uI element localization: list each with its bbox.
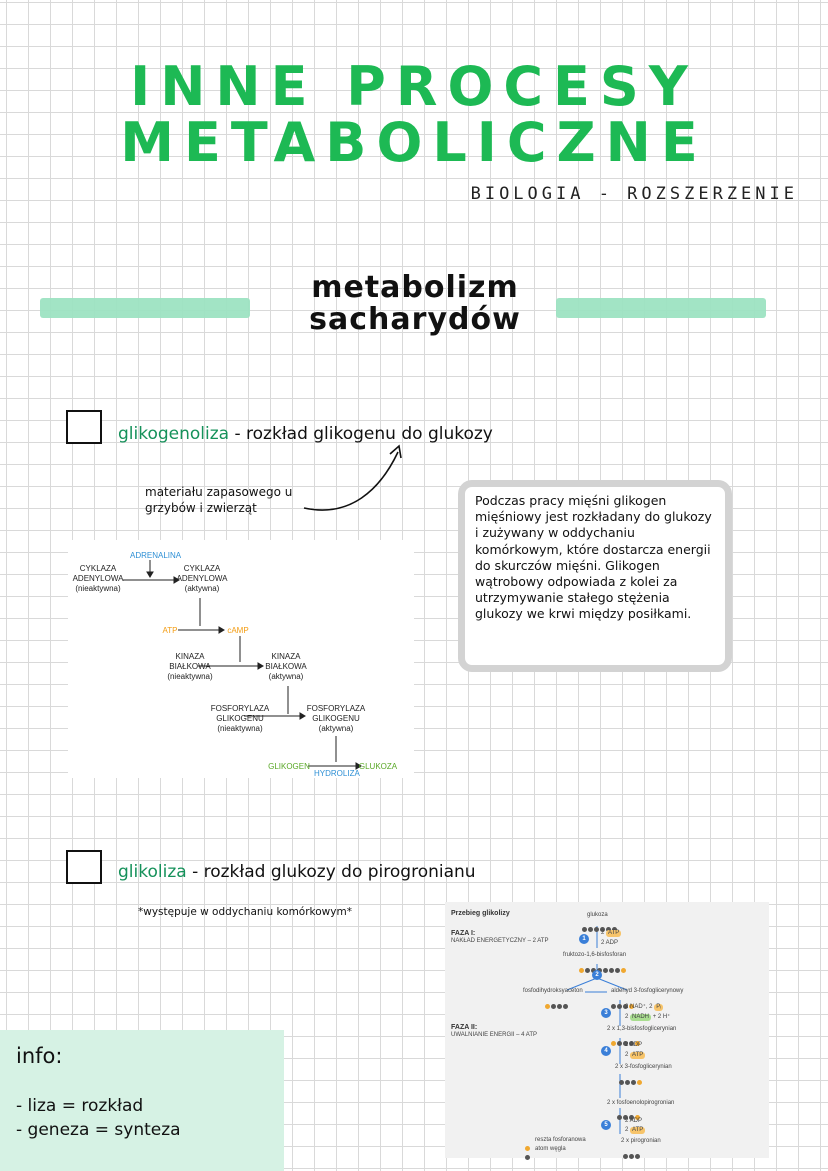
step-3-badge: 3	[601, 1008, 611, 1018]
glukoza-label: GLUKOZA	[358, 762, 398, 771]
bisfosfo-dots	[611, 1033, 641, 1038]
bisfosfo-text: 2 x 1,3-bisfosfoglicerynian	[607, 1026, 677, 1032]
faza1-desc: NAKŁAD ENERGETYCZNY – 2 ATP	[451, 938, 549, 944]
cyklaza-active-label: CYKLAZA ADENYLOWA (aktywna)	[176, 564, 228, 593]
glikogen-label: GLIKOGEN	[268, 762, 310, 771]
step-5-badge: 5	[601, 1120, 611, 1130]
checkbox-glikoliza[interactable]	[66, 850, 102, 884]
legend-carbon-dot	[525, 1147, 531, 1152]
legend-phosphate: reszta fosforanowa	[535, 1137, 586, 1143]
fruktozo-text: fruktozo-1,6-bisfosforan	[563, 952, 627, 958]
glycogen-note	[145, 484, 292, 516]
faza1-title: FAZA I:	[451, 930, 476, 937]
fosfoenol-text: 2 x fosfoenolopirogronian	[607, 1100, 675, 1106]
aldehyd-text: aldehyd 3-fosfoglicerynowy	[611, 988, 684, 994]
step5-adp-line: 2 ADP	[625, 1118, 643, 1124]
step3-nadh-line: 2 NADH + 2 H⁺	[625, 1014, 671, 1020]
info-panel-title: info:	[16, 1044, 63, 1068]
fosforylaza-active-label: FOSFORYLAZA GLIKOGENU (aktywna)	[306, 704, 366, 733]
fosforylaza-inactive-label: FOSFORYLAZA GLIKOGENU (nieaktywna)	[210, 704, 270, 733]
step5-atp-line: 2 ATP	[625, 1127, 644, 1133]
step-4-badge: 4	[601, 1046, 611, 1056]
topic-term: glikoliza	[118, 862, 187, 882]
adrenalina-label: ADRENALINA	[130, 551, 182, 560]
glycolysis-heading: Przebieg glikolizy	[451, 910, 510, 917]
info-panel-line-2: - geneza = synteza	[16, 1120, 181, 1140]
section-heading-line-2: sacharydów	[309, 302, 521, 337]
checkbox-glikogenoliza[interactable]	[66, 410, 102, 444]
pirogronian-dots	[623, 1146, 641, 1151]
pirogronian-text: 2 x pirogronian	[621, 1138, 661, 1144]
topic-term: glikogenoliza	[118, 424, 230, 444]
fosfodihydroksyaceton-text: fosfodihydroksyaceton	[523, 988, 583, 994]
subtitle: BIOLOGIA - ROZSZERZENIE	[470, 184, 798, 204]
fosfodihydroksyaceton-dots	[545, 996, 569, 1001]
brush-stroke-right	[556, 298, 766, 318]
legend-carbon: atom węgla	[535, 1146, 566, 1152]
fosfoglic-dots	[619, 1072, 643, 1077]
camp-label: cAMP	[227, 626, 249, 635]
step-1-badge: 1	[579, 934, 589, 944]
kinaza-inactive-label: KINAZA BIAŁKOWA (nieaktywna)	[167, 652, 213, 681]
hydroliza-label: HYDROLIZA	[314, 769, 360, 778]
cyklaza-inactive-label: CYKLAZA ADENYLOWA (nieaktywna)	[72, 564, 124, 593]
fosfoglic-text: 2 x 3-fosfoglicerynian	[615, 1064, 672, 1070]
step1-adp-line: 2 ADP	[601, 940, 619, 946]
faza2-desc: UWALNIANIE ENERGII – 4 ATP	[451, 1032, 538, 1038]
topic-glikoliza	[118, 862, 476, 882]
glycogen-note-line-2: grzybów i zwierząt	[145, 501, 257, 515]
section-heading-line-1: metabolizm	[311, 270, 519, 305]
glukoza-dots	[582, 919, 618, 924]
glycogenolysis-diagram	[68, 540, 414, 778]
aldehyd-dots	[611, 996, 635, 1001]
step-2-badge: 2	[592, 970, 602, 980]
topic-description: - rozkład glukozy do pirogronianu	[186, 862, 476, 882]
curved-arrow-icon	[290, 440, 420, 520]
step4-atp-line: 2 ATP	[625, 1052, 644, 1058]
glycolysis-diagram	[445, 902, 769, 1158]
topic-description: - rozkład glikogenu do glukozy	[229, 424, 493, 444]
fosfoenol-dots	[617, 1107, 641, 1112]
atp-label: ATP	[162, 626, 178, 635]
glycogen-info-text: Podczas pracy mięśni glikogen mięśniowy jest rozkładany do glukozy i zużywany w oddychaniu komórkowym, które dostarcza energii do skurczów mięśni. Glikogen wątrobowy odpowiada z kolei za utrzymywanie stałego stężenia glukozy we krwi między posiłkami.	[475, 493, 712, 622]
step1-atp-line: 2 ATP	[601, 930, 620, 936]
brush-stroke-left	[40, 298, 250, 318]
glycogen-note-line-1: materiału zapasowego u	[145, 485, 293, 499]
kinaza-active-label: KINAZA BIAŁKOWA (aktywna)	[265, 652, 307, 681]
glukoza-text: glukoza	[587, 912, 608, 918]
fruktozo-dots	[579, 960, 627, 965]
page-title-line-2: METABOLICZNE	[120, 111, 708, 174]
faza2-title: FAZA II:	[451, 1024, 478, 1031]
step4-adp-line: 2 ADP	[625, 1042, 643, 1048]
page-title-line-1: INNE PROCESY	[130, 55, 698, 118]
legend-phosphate-dot	[525, 1138, 531, 1143]
step3-nad-line: 2 NAD⁺, 2 Pᵢ	[625, 1004, 662, 1010]
glycogen-info-box	[458, 480, 732, 672]
glycolysis-note: *występuje w oddychaniu komórkowym*	[138, 906, 352, 918]
info-panel-line-1: - liza = rozkład	[16, 1096, 144, 1116]
section-heading	[270, 272, 560, 336]
